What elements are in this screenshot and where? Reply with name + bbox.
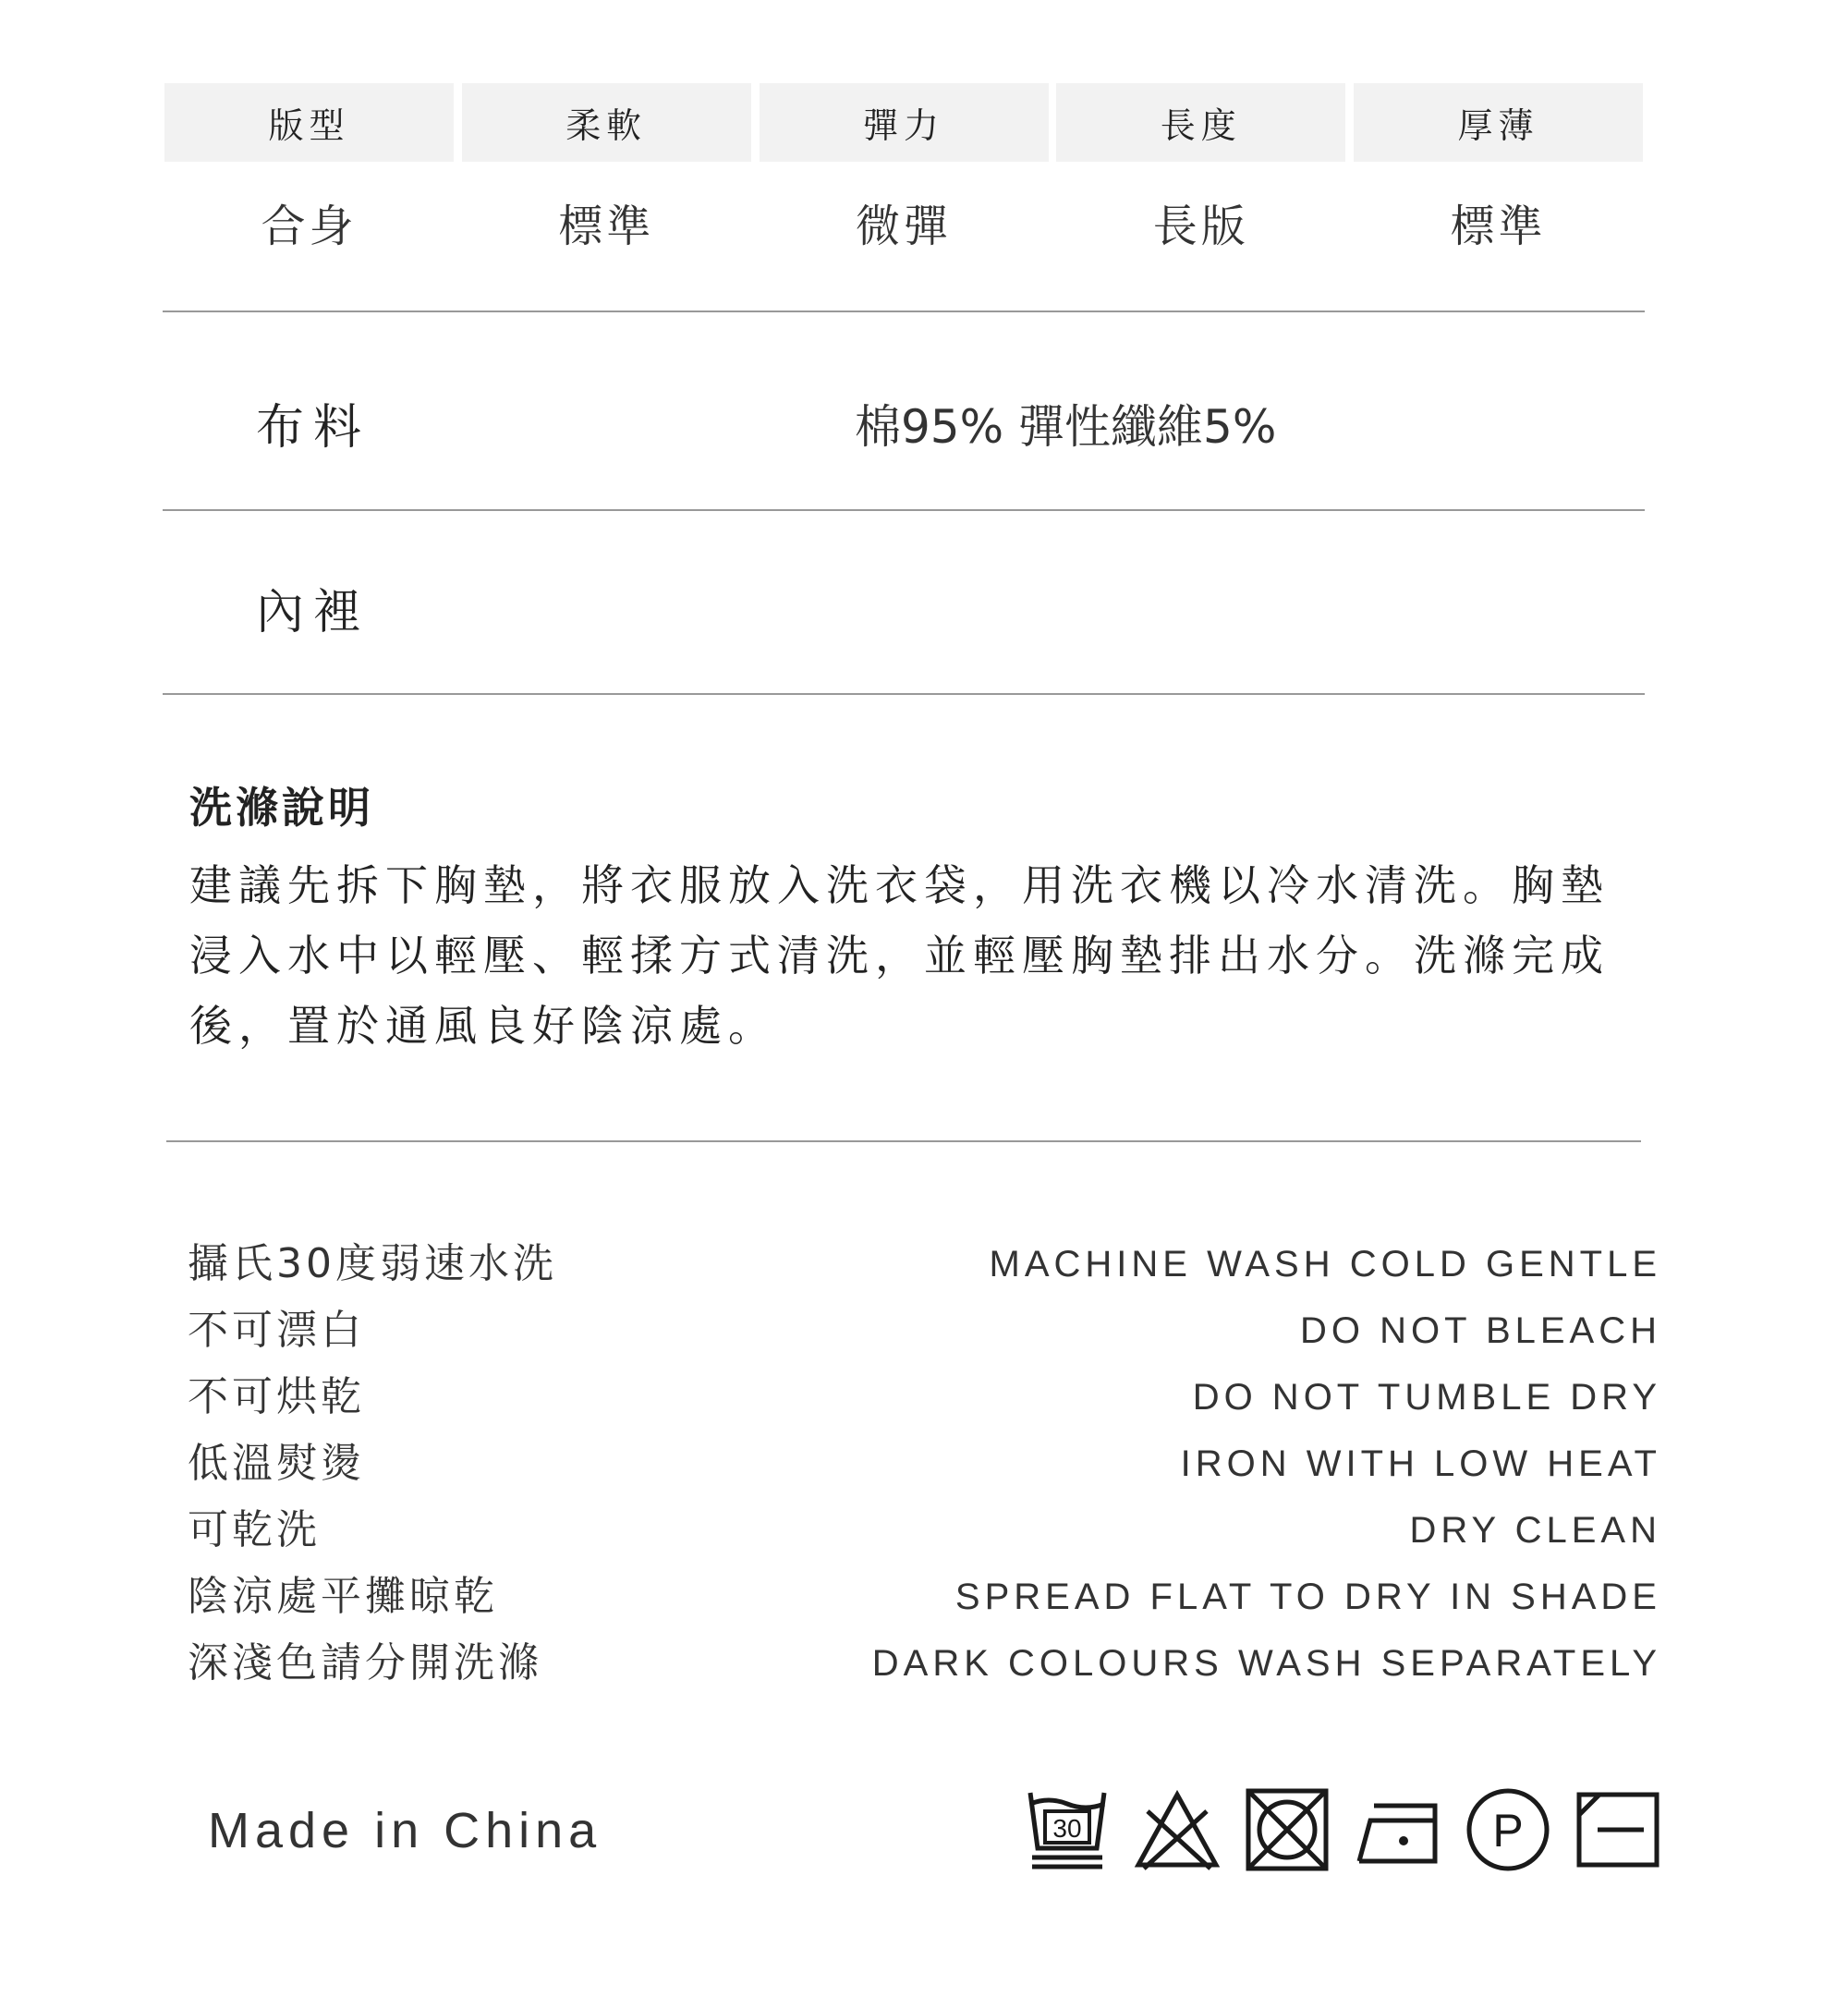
care-item-en: DO NOT BLEACH xyxy=(1300,1310,1661,1351)
wash-instructions-text: 建議先拆下胸墊，將衣服放入洗衣袋，用洗衣機以冷水清洗。胸墊浸入水中以輕壓、輕揉方式清洗，並輕壓胸墊排出水分。洗滌完成後，置於通風良好陰涼處。 xyxy=(189,860,1610,1051)
attribute-value-elasticity: 微彈 xyxy=(855,200,952,252)
fabric-value: 棉95% 彈性纖維5% xyxy=(855,400,1277,454)
care-item-en: DRY CLEAN xyxy=(1409,1510,1661,1551)
care-item-en: DARK COLOURS WASH SEPARATELY xyxy=(871,1643,1661,1684)
attribute-value-fit: 合身 xyxy=(261,200,358,252)
dry-clean-letter: P xyxy=(1492,1805,1524,1857)
no-tumble-dry-icon xyxy=(1241,1784,1333,1876)
attribute-header-elasticity: 彈力 xyxy=(760,83,1049,162)
care-list-english xyxy=(872,1231,1661,1697)
attribute-header-fit: 版型 xyxy=(164,83,454,162)
iron-low-heat-icon xyxy=(1352,1784,1444,1876)
care-item-cn: 低溫熨燙 xyxy=(188,1440,365,1487)
care-item-cn: 攝氏30度弱速水洗 xyxy=(188,1240,557,1287)
no-bleach-icon xyxy=(1131,1784,1223,1876)
attribute-header-length: 長度 xyxy=(1056,83,1345,162)
divider xyxy=(166,1140,1641,1142)
care-item-cn: 深淺色請分開洗滌 xyxy=(188,1639,542,1686)
care-list-chinese xyxy=(188,1231,557,1697)
attribute-header-thickness: 厚薄 xyxy=(1354,83,1643,162)
lining-label: 內裡 xyxy=(256,585,371,640)
care-item-en: DO NOT TUMBLE DRY xyxy=(1192,1377,1661,1418)
care-item-en: SPREAD FLAT TO DRY IN SHADE xyxy=(954,1577,1661,1617)
attribute-value-softness: 標準 xyxy=(558,200,655,252)
care-item-cn: 不可烘乾 xyxy=(188,1373,365,1420)
care-symbols xyxy=(1021,1779,1664,1881)
attribute-header-row xyxy=(164,83,1643,162)
attribute-header-softness: 柔軟 xyxy=(462,83,751,162)
divider xyxy=(163,693,1645,695)
attribute-value-thickness: 標準 xyxy=(1450,200,1547,252)
dry-clean-p-icon xyxy=(1462,1784,1554,1876)
dry-flat-shade-icon xyxy=(1572,1784,1664,1876)
attribute-value-length: 長版 xyxy=(1152,200,1249,252)
made-in-label: Made in China xyxy=(208,1803,602,1858)
care-item-cn: 可乾洗 xyxy=(188,1506,321,1553)
wash-temperature-text: 30 xyxy=(1052,1814,1082,1843)
wash-instructions-title: 洗滌說明 xyxy=(189,783,374,833)
care-item-cn: 陰涼處平攤晾乾 xyxy=(188,1573,498,1620)
care-item-en: IRON WITH LOW HEAT xyxy=(1180,1443,1661,1484)
divider xyxy=(163,311,1645,312)
attribute-table xyxy=(164,83,1643,282)
fabric-label: 布料 xyxy=(256,400,371,456)
attribute-value-row xyxy=(164,162,1643,282)
care-item-en: MACHINE WASH COLD GENTLE xyxy=(989,1244,1661,1285)
wash-30-gentle-icon xyxy=(1021,1784,1113,1876)
divider xyxy=(163,509,1645,511)
care-item-cn: 不可漂白 xyxy=(188,1307,365,1354)
